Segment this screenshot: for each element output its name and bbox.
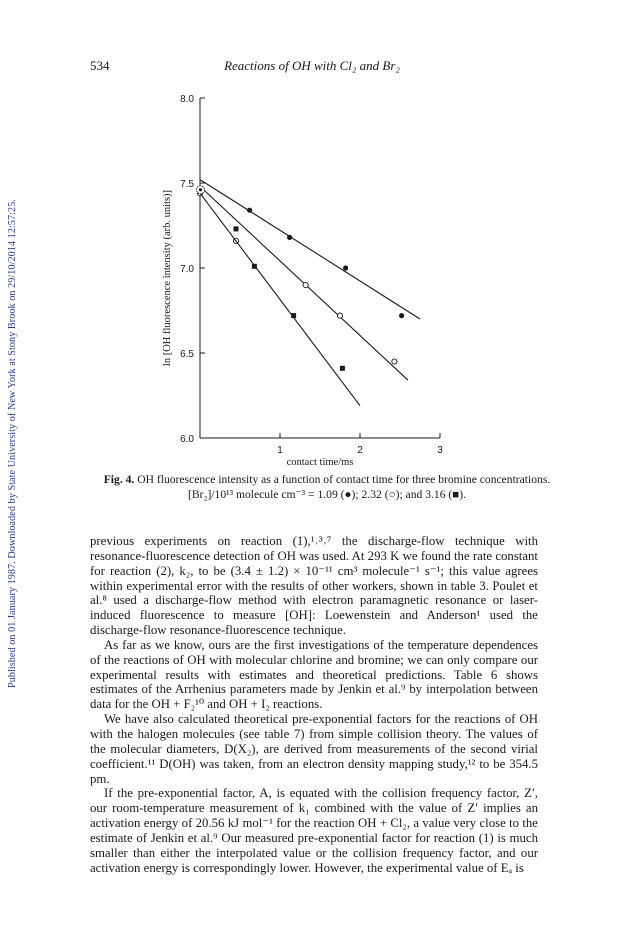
x-tick-label: 3 — [437, 445, 443, 456]
data-point-filled-square — [340, 366, 345, 371]
x-axis-label: contact time/ms — [286, 457, 354, 468]
x-tick-label: 2 — [357, 445, 363, 456]
download-watermark — [5, 90, 19, 690]
running-title-text: Reactions of OH with Cl₂ and Br₂ — [224, 58, 400, 73]
caption-end: ). — [459, 487, 467, 501]
x-tick-label: 1 — [277, 445, 283, 456]
page-number: 534 — [90, 58, 110, 73]
data-point-open-circle — [392, 359, 397, 364]
figure-caption — [96, 473, 558, 502]
paragraph-3: We have also calculated theoretical pre-exponential factors for the reactions of OH with the halogen molecules (see table 7) from simple collision theory. The values of the molecular diameters, D(X₂), are derived from measurements of the second virial coefficient.¹¹ D(OH) was taken, from an electron density mapping study,¹² to be 354.5 pm. — [90, 712, 538, 786]
caption-line1: OH fluorescence intensity as a function of contact time for three bromine concentrations. — [137, 473, 551, 486]
y-tick-label: 6.5 — [180, 349, 194, 360]
paragraph-2: As far as we know, ours are the first investigations of the temperature dependences of the reactions of OH with molecular chlorine and bromine; we can only compare our experimental results with estimates and theoretical predictions. Table 6 shows estimates of the Arrhenius parameters made by Jenkin et al.⁹ by interpolation between data for the OH + F₂¹⁰ and OH + I₂ reactions. — [90, 637, 538, 712]
data-point-open-circle — [337, 313, 342, 318]
paragraph-4: If the pre-exponential factor, A, is equated with the collision frequency factor, Z′, our room-temperature measurement of k₁ combined with the value of Z′ implies an activation energy of 20.56 kJ mol⁻¹ for the reaction OH + Cl₂, a value very close to the estimate of Jenkin et al.⁹ Our measured pre-exponential factor for reaction (1) is much smaller than either the interpolated value or the collision frequency factor, and our activation energy is correspondingly lower. However, the experimental value of Eₐ is — [90, 786, 538, 875]
y-tick-label: 7.5 — [180, 179, 194, 190]
y-tick-label: 6.0 — [180, 434, 194, 445]
y-tick-label: 7.0 — [180, 264, 194, 275]
caption-line2: [Br₂]/10¹³ molecule cm⁻³ = 1.09 ( — [187, 487, 345, 501]
data-point-filled-square — [291, 313, 296, 318]
data-point-open-circle — [303, 282, 308, 287]
caption-mid2: ); and 3.16 ( — [395, 487, 453, 501]
figure-4 — [150, 86, 490, 470]
data-point-filled-square — [234, 226, 239, 231]
data-point-filled-circle — [399, 313, 404, 318]
origin-marker-center — [199, 188, 202, 191]
paragraph-1: previous experiments on reaction (1),¹˒³˒⁷ the discharge-flow technique with resonance-fluorescence detection of OH was used. At 293 K we found the rate constant for reaction (2), k₂, to be (3.4 ± 1.2) × 10⁻¹¹ cm³ molecule⁻¹ s⁻¹; this value agrees within experimental error with the results of other workers, shown in table 3. Poulet et al.⁸ used a discharge-flow method with electron paramagnetic resonance or laser-induced fluorescence to measure [OH]: Loewenstein and Anderson¹ used the discharge-flow resonance-fluorescence technique. — [90, 534, 538, 638]
fit-line-series-3 — [200, 193, 360, 406]
fit-line-series-1 — [200, 180, 420, 319]
data-point-filled-circle — [247, 208, 252, 213]
data-point-filled-circle — [287, 235, 292, 240]
y-axis-label: ln [OH fluorescence intensity (arb. units)] — [162, 189, 173, 367]
data-point-filled-circle — [343, 265, 348, 270]
caption-mid1: ); 2.32 ( — [351, 487, 389, 501]
open-circle-symbol: ○ — [388, 487, 396, 501]
running-title — [0, 58, 624, 74]
filled-circle-symbol: ● — [344, 487, 352, 501]
body-text — [90, 534, 538, 875]
caption-label: Fig. 4. — [103, 473, 135, 486]
data-point-filled-square — [252, 264, 257, 269]
y-tick-label: 8.0 — [180, 94, 194, 105]
download-watermark-text: Published on 01 January 1987. Downloaded by State University of New York at Stony Brook on 29/10/2014 12:57:25. — [7, 199, 18, 688]
filled-square-symbol: ■ — [452, 487, 460, 501]
fluorescence-chart — [150, 86, 490, 470]
